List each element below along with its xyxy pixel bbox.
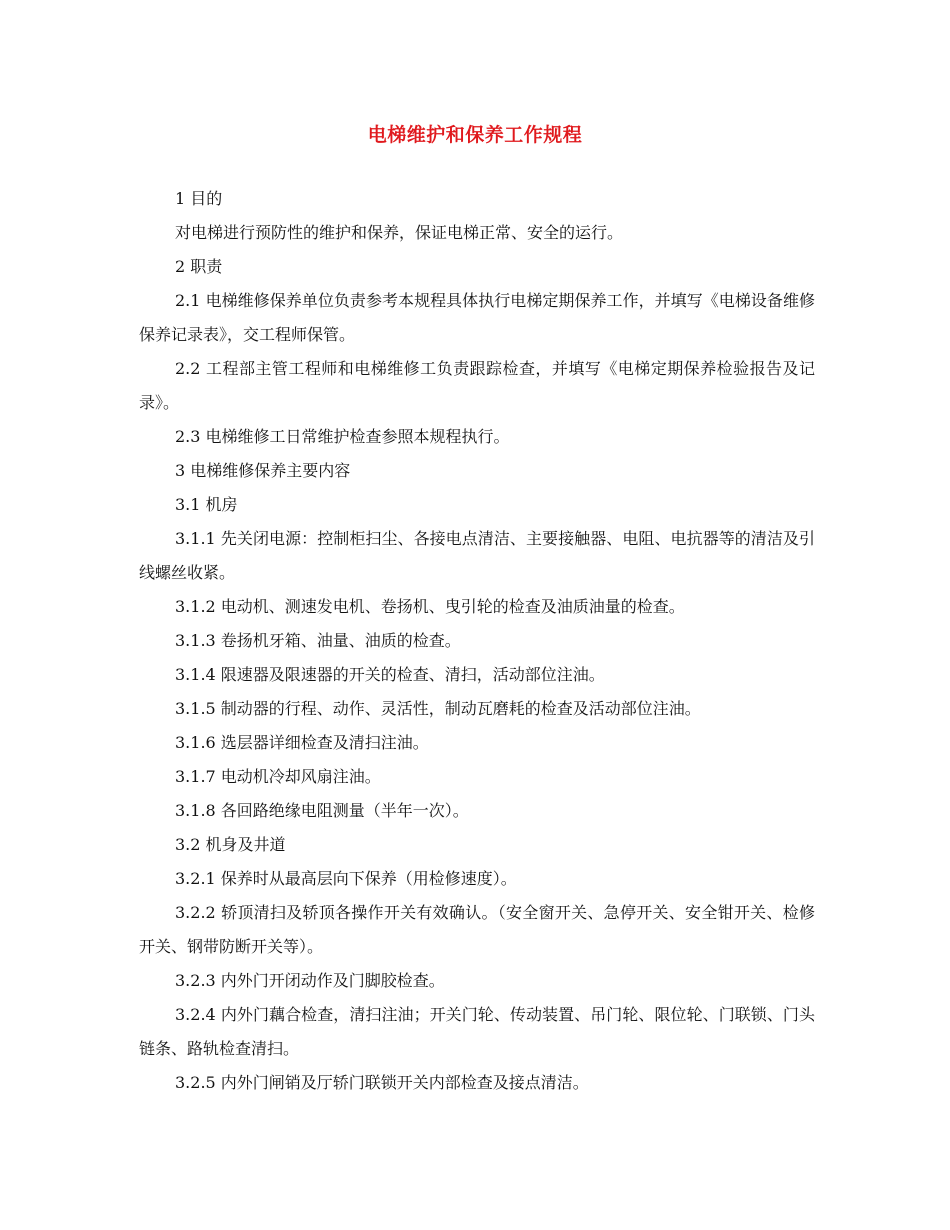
paragraph: 1 目的: [175, 189, 223, 208]
paragraph: 3.2.4 内外门藕合检查，清扫注油；开关门轮、传动装置、吊门轮、限位轮、门联锁、门头链条、路轨检查清扫。: [139, 1005, 815, 1058]
paragraph: 3.2.3 内外门开闭动作及门脚胶检查。: [175, 971, 445, 990]
paragraph: 3.2.1 保养时从最高层向下保养（用检修速度）。: [175, 869, 517, 888]
paragraph: 2.3 电梯维修工日常维护检查参照本规程执行。: [175, 427, 510, 446]
paragraph: 3.1.7 电动机冷却风扇注油。: [175, 767, 381, 786]
paragraph: 2.2 工程部主管工程师和电梯维修工负责跟踪检查，并填写《电梯定期保养检验报告及记录》。: [139, 359, 815, 412]
document-title: 电梯维护和保养工作规程: [367, 124, 583, 146]
section-heading: 3 电梯维修保养主要内容: [175, 461, 351, 480]
paragraph: 3.1.4 限速器及限速器的开关的检查、清扫，活动部位注油。: [175, 665, 605, 684]
paragraph: 3.1.6 选层器详细检查及清扫注油。: [175, 733, 429, 752]
paragraph: 3.1.5 制动器的行程、动作、灵活性，制动瓦磨耗的检查及活动部位注油。: [175, 699, 701, 718]
paragraph: 3.1.1 先关闭电源：控制柜扫尘、各接电点清洁、主要接触器、电阻、电抗器等的清洁及引线螺丝收紧。: [139, 529, 815, 582]
subsection-heading: 3.1 机房: [175, 495, 238, 514]
paragraph: 3.2.2 轿顶清扫及轿顶各操作开关有效确认。（安全窗开关、急停开关、安全钳开关、检修开关、钢带防断开关等）。: [139, 903, 815, 956]
paragraph: 3.1.3 卷扬机牙箱、油量、油质的检查。: [175, 631, 461, 650]
document-body: [139, 182, 815, 1100]
paragraph: 3.1.8 各回路绝缘电阻测量（半年一次）。: [175, 801, 469, 820]
paragraph: 2.1 电梯维修保养单位负责参考本规程具体执行电梯定期保养工作，并填写《电梯设备维修保养记录表》，交工程师保管。: [139, 291, 815, 344]
paragraph: 3.2.5 内外门闸销及厅轿门联锁开关内部检查及接点清洁。: [175, 1073, 589, 1092]
section-heading: 2 职责: [175, 257, 223, 276]
paragraph: 3.1.2 电动机、测速发电机、卷扬机、曳引轮的检查及油质油量的检查。: [175, 597, 685, 616]
subsection-heading: 3.2 机身及井道: [175, 835, 286, 854]
paragraph: 对电梯进行预防性的维护和保养，保证电梯正常、安全的运行。: [175, 223, 624, 242]
